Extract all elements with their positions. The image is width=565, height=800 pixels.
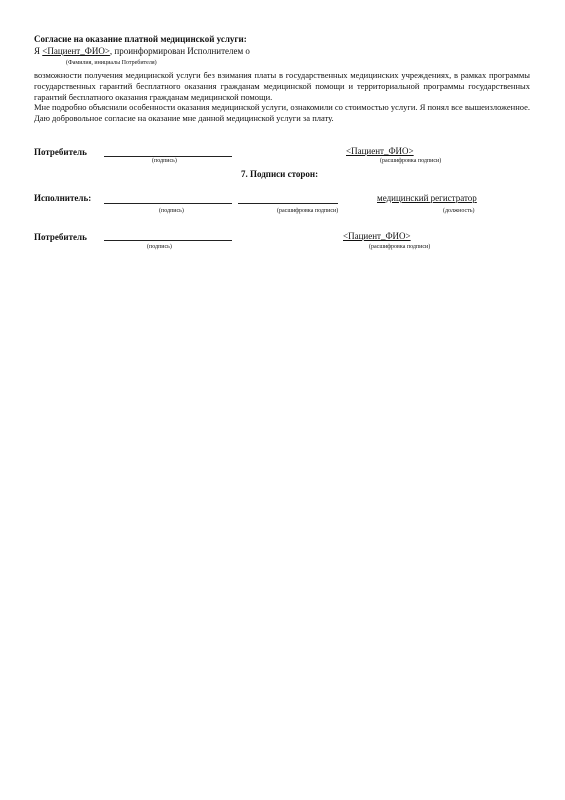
consumer2-label: Потребитель [34, 232, 87, 242]
section-title: 7. Подписи сторон: [241, 169, 319, 179]
consent-text [34, 70, 530, 124]
consumer2-name-caption: (расшифровка подписи) [369, 244, 431, 250]
consent-paragraph-2: Мне подробно объяснили особенности оказания медицинской услуги, ознакомили со стоимостью услуги. Я понял все вышеизложенное. Даю добровольное согласие на оказание мне данной медицинской услуги за плату. [34, 102, 530, 124]
consent-prefix: Я [34, 46, 41, 56]
consent-paragraph-1: возможности получения медицинской услуги без взимания платы в государственных медицинских учреждениях, в рамках программы государственных гарантий бесплатного оказания гражданам медицинской помощи и территориальной программы государственных гарантий бесплатного оказания гражданам медицинской помощи. [34, 70, 530, 102]
consumer-signature-line [104, 156, 232, 157]
executor-decode-caption: (расшифровка подписи) [277, 208, 339, 214]
executor-signature-caption: (подпись) [159, 208, 184, 214]
executor-decode-line [238, 203, 338, 204]
consumer2-name: <Пациент_ФИО> [343, 231, 411, 241]
executor-label: Исполнитель: [34, 193, 92, 203]
consumer2-signature-line [104, 240, 232, 241]
patient-name-caption: (Фамилия, инициалы Потребителя) [66, 60, 157, 66]
consent-line-1 [34, 46, 250, 56]
consent-heading: Согласие на оказание платной медицинской услуги: [34, 34, 247, 44]
consumer-label: Потребитель [34, 147, 87, 157]
consumer-signature-caption: (подпись) [152, 158, 177, 164]
patient-name-field: <Пациент_ФИО> [42, 46, 110, 56]
consent-suffix: , проинформирован Исполнителем о [109, 46, 250, 56]
executor-position-caption: (должность) [443, 208, 475, 214]
executor-position: медицинский регистратор [377, 193, 477, 203]
consumer-name-caption: (расшифровка подписи) [380, 158, 442, 164]
executor-signature-line [104, 203, 232, 204]
consumer2-signature-caption: (подпись) [147, 244, 172, 250]
consumer-name: <Пациент_ФИО> [346, 146, 414, 156]
